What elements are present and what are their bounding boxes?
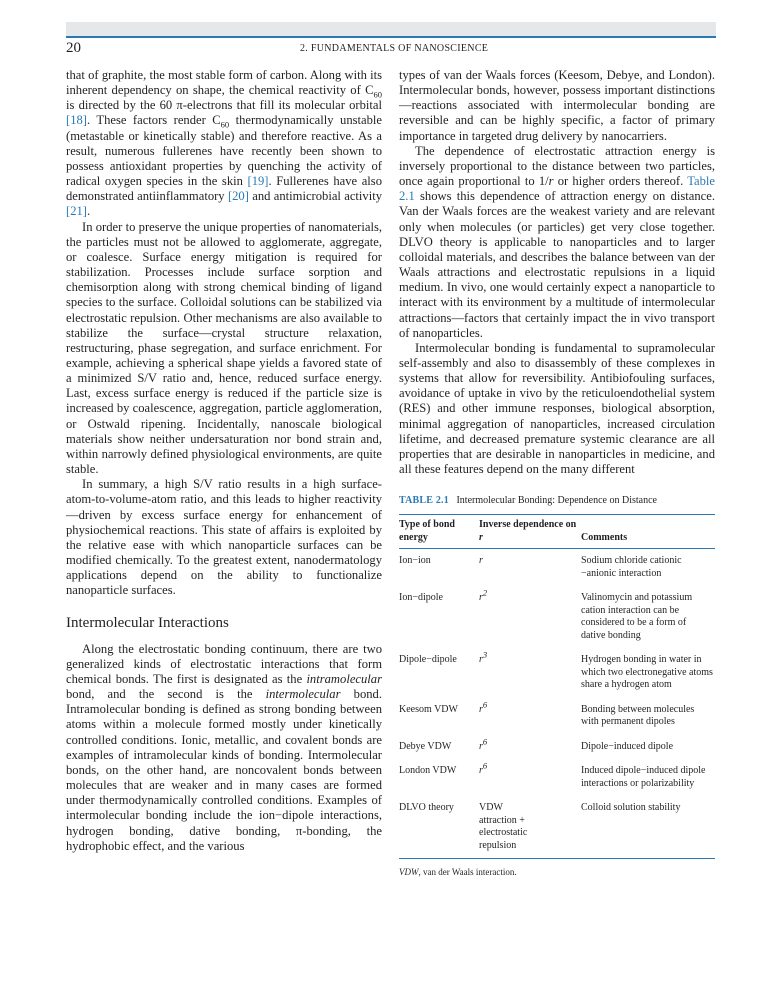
right-column [399, 68, 715, 881]
paragraph: In summary, a high S/V ratio results in a high surface-atom-to-volume-atom ratio, and this leads to higher reactivity—driven by excess surface energy for enhancement of physiochemical reactions. This state of affairs is exploited by the relative ease with which nanoparticle surfaces can be modified chemically. To the greatest extent, nanodermatology applications depend on the ability to functionalize nanoparticle surfaces. [66, 477, 382, 598]
page-number: 20 [66, 40, 81, 56]
inverse-dependence-cell: $r^6$ [479, 736, 488, 752]
table-title: Intermolecular Bonding: Dependence on Distance [456, 495, 657, 507]
running-head: 2. FUNDAMENTALS OF NANOSCIENCE [300, 43, 489, 54]
bond-type-cell: Keesom VDW [399, 703, 458, 715]
inverse-dependence-cell: $r^3$ [479, 650, 488, 666]
bond-type-cell: DLVO theory [399, 802, 454, 814]
comment-cell: Induced dipole−induced dipole interactions or polarizability [581, 765, 706, 789]
column-header-comments: Comments [581, 531, 628, 543]
citation-link[interactable]: [18] [66, 113, 87, 128]
comment-cell: Dipole−induced dipole [581, 740, 674, 752]
bond-type-cell: Ion−ion [399, 555, 431, 567]
table-row [399, 796, 715, 859]
header-band [66, 22, 716, 36]
left-column [66, 68, 382, 854]
comment-cell: Colloid solution stability [581, 802, 681, 814]
paragraph: The dependence of electrostatic attraction energy is inversely proportional to the distance between two particles, once again proportional to 1/r or higher orders thereof. Table 2.1 shows this dependence of attraction energy on distance. Van der Waals forces are the weakest variety and are relevant only when molecules (or particles) get very close together. DLVO theory is applicable to nanoparticles and to larger colloidal materials, and describes the balance between van der Waals attractions and electrostatic repulsions in a liquid medium. In vivo, one would certainly expect a nanoparticle to interact with its environment by a multitude of intermolecular attractions—factors that certainly impact the in vivo transport of nanoparticles. [399, 143, 715, 340]
comment-cell: Hydrogen bonding in water in which two electronegative atoms share a hydrogen atom [581, 654, 713, 691]
inverse-dependence-cell: $r^6$ [479, 761, 488, 777]
table-footnote: VDW, van der Waals interaction. [399, 867, 517, 878]
bond-type-cell: London VDW [399, 765, 457, 777]
inverse-dependence-cell: $r^6$ [479, 699, 488, 715]
table-caption [399, 493, 715, 508]
column-header-inverse: Inverse dependence on r [479, 519, 577, 543]
table-row [399, 648, 715, 698]
table-header-row [399, 515, 715, 549]
citation-link[interactable]: [20] [227, 189, 249, 204]
table-label: TABLE 2.1 [399, 495, 449, 507]
comment-cell: Valinomycin and potassium cation interaction can be considered to be a form of dative bonding [581, 592, 693, 641]
paragraph: types of van der Waals forces (Keesom, Debye, and London). Intermolecular bonds, however, possess important distinctions—reactions associated with intermolecular bonding are reversible and can be highly specific, a factor of primary importance in targeted drug delivery by nanocarriers. [399, 68, 715, 143]
paragraph: Along the electrostatic bonding continuum, there are two generalized kinds of electrostatic interactions that form chemical bonds. The first is designated as the intramolecular bond, and the second is the intermolecular bond. Intramolecular bonding is defined as strong bonding between atoms within a molecule formed mostly under kinetically controlled conditions. Ionic, metallic, and covalent bonds are examples of intramolecular kinds of bonding. Intermolecular bonds, on the other hand, are noncovalent bonds between molecules that are weaker and in many cases are formed under thermodynamically controlled conditions. Examples of intermolecular bonding include the ion−dipole interactions, hydrogen bonding, dative bonding, π-bonding, the hydrophobic effect, and the various [66, 641, 382, 853]
citation-link[interactable]: [19] [247, 174, 269, 189]
table-row [399, 586, 715, 648]
bond-type-cell: Debye VDW [399, 740, 452, 752]
table-row [399, 698, 715, 735]
section-heading: Intermolecular Interactions [66, 615, 229, 632]
table-row [399, 735, 715, 760]
paragraph: that of graphite, the most stable form of carbon. Along with its inherent dependency on shape, the chemical reactivity of $C_{60}$ is directed by the 60 π-electrons that fill its molecular orbital [18]. These factors render $C_{60}$ thermodynamically unstable (metastable or kinetically stable) and therefore reactive. As a result, numerous fullerenes have recently been shown to possess antioxidant properties by quenching the activity of radical oxygen species in the skin [19]. Fullerenes have also demonstrated antiinflammatory [20] and antimicrobial activity [21]. [66, 68, 382, 219]
paragraph: Intermolecular bonding is fundamental to supramolecular self-assembly and also to disassembly of these complexes in systems that allow for reversibility. Antibiofouling surfaces, avoidance of uptake in vivo by the reticuloendothelial system (RES) and other immune responses, biological absorption, minimal aggregation of nanoparticles, increased circulation lifetime, and decreased premature systemic clearance are all properties that are desirable in nanoparticles in medicine, and all these features depend on the many different [399, 340, 715, 477]
table-row [399, 549, 715, 587]
comment-cell: Bonding between molecules with permanent dipoles [581, 703, 695, 728]
bonding-table [399, 514, 715, 859]
paragraph: In order to preserve the unique properties of nanomaterials, the particles must not be allowed to agglomerate, aggregate, or coalesce. Surface energy mitigation is required for stabilization. Processes include surface sorption and chemisorption along with strong chemical binding of ligand species to the surface. Colloidal solutions can be stabilized via electrostatic repulsion. Other mechanisms are also available to stabilize the surface—crystal structure relaxation, restructuring, phase segregation, and surface enrichment. For example, achieving a spherical shape yields a favored state of a minimized S/V ratio and, hence, reduced surface energy. Last, excess surface energy is reduced if the particle size is increased by coalescence, aggregation, particle agglomeration, or Ostwald ripening. Incidentally, nanoscale biological materials show neither undersaturation nor bond strain and, within narrowly defined physiological environments, are quite stable. [66, 219, 382, 477]
table-reference-link[interactable]: Table 2.1 [399, 174, 715, 204]
inverse-dependence-cell: VDW attraction + electrostatic repulsion [479, 802, 528, 851]
bond-type-cell: Dipole−dipole [399, 654, 457, 666]
comment-cell: Sodium chloride cationic −anionic interaction [581, 555, 682, 579]
bond-type-cell: Ion−dipole [399, 592, 443, 604]
header-rule [66, 36, 716, 38]
table-row [399, 759, 715, 796]
inverse-dependence-cell: r [479, 555, 483, 567]
citation-link[interactable]: [21] [66, 204, 87, 219]
column-header-type: Type of bond energy [399, 519, 455, 543]
inverse-dependence-cell: $r^2$ [479, 588, 488, 604]
